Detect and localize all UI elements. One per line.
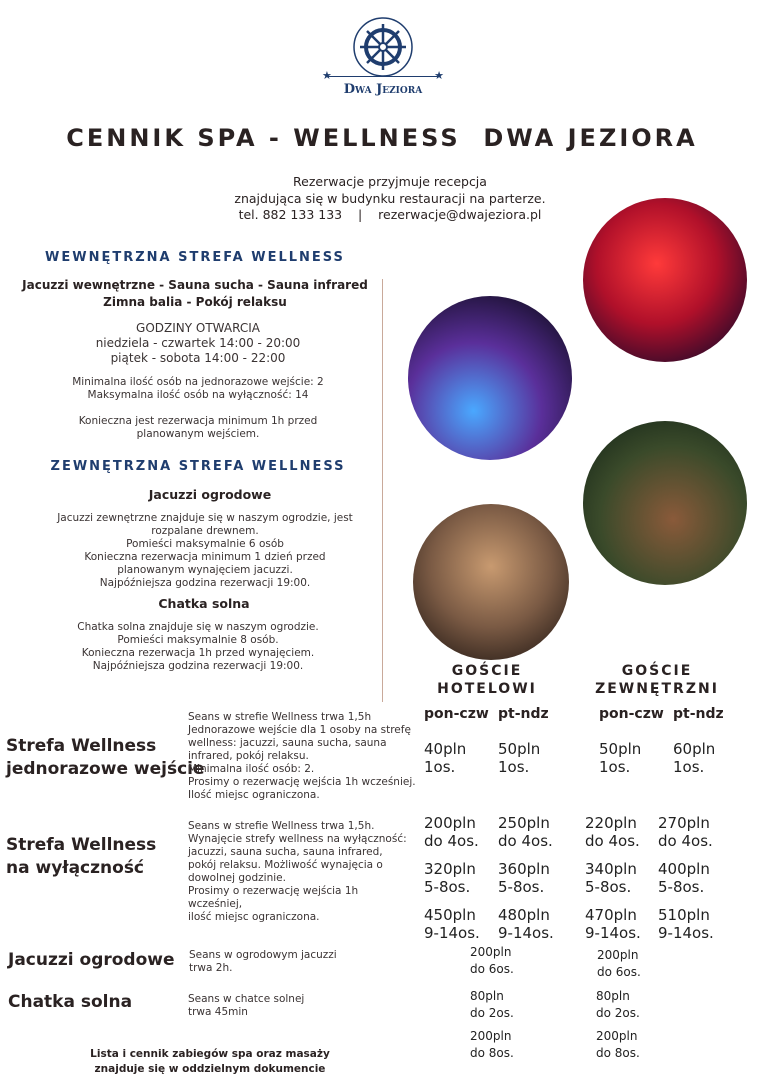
- inner-wellness-heading: WEWNĘTRZNA STREFA WELLNESS: [45, 250, 345, 265]
- price-cell: 270pln do 4os.: [658, 814, 713, 850]
- separator: |: [358, 207, 363, 222]
- price-cell: 200pln do 8os.: [470, 1029, 514, 1060]
- hours-weekdays: niedziela - czwartek 14:00 - 20:00: [95, 336, 301, 350]
- salt-hut-desc: Seans w chatce solnej trwa 45min: [188, 993, 305, 1018]
- hotel-weekend-header: pt-ndz: [498, 706, 549, 722]
- divider: [382, 279, 383, 702]
- price-cell: 40pln 1os.: [424, 740, 467, 776]
- price-cell: 480pln 9-14os.: [498, 906, 554, 942]
- garden-jacuzzi-title: Jacuzzi ogrodowe: [148, 487, 272, 502]
- salt-hut-title: Chatka solna: [158, 596, 250, 611]
- outer-wellness-heading: ZEWNĘTRZNA STREFA WELLNESS: [50, 459, 346, 474]
- external-weekday-header: pon-czw: [599, 706, 664, 722]
- inner-reservation: Konieczna jest rezerwacja minimum 1h przed planowanym wejściem.: [78, 415, 318, 440]
- reception-info: [180, 174, 600, 224]
- price-cell: 50pln 1os.: [599, 740, 642, 776]
- garden-jacuzzi-photo: [583, 421, 747, 585]
- reception-line-1: Rezerwacje przyjmuje recepcja: [293, 174, 487, 189]
- single-entry-label: Strefa Wellness jednorazowe wejście: [6, 736, 205, 779]
- garden-jacuzzi-label: Jacuzzi ogrodowe: [8, 950, 175, 970]
- price-cell: 80pln do 2os.: [470, 989, 514, 1020]
- price-cell: 450pln 9-14os.: [424, 906, 480, 942]
- garden-jacuzzi-text: Jacuzzi zewnętrzne znajduje się w naszym ogrodzie, jest rozpalane drewnem. Pomieści maksymalnie 6 osób Konieczna rezerwacja minimum 1 dzień przed planowanym wynajęciem jacuzzi. Najpóźniejsza godzina rezerwacji 19:00.: [57, 512, 353, 589]
- features-line-2: Zimna balia - Pokój relaksu: [103, 295, 287, 309]
- price-cell: 60pln 1os.: [673, 740, 716, 776]
- price-cell: 340pln 5-8os.: [585, 860, 637, 896]
- hours-weekend: piątek - sobota 14:00 - 22:00: [110, 351, 286, 365]
- email-link[interactable]: rezerwacje@dwajeziora.pl: [378, 207, 542, 222]
- price-cell: 320pln 5-8os.: [424, 860, 476, 896]
- price-cell: 510pln 9-14os.: [658, 906, 714, 942]
- hotel-weekday-header: pon-czw: [424, 706, 489, 722]
- hours-title: GODZINY OTWARCIA: [136, 321, 260, 335]
- single-entry-desc: Seans w strefie Wellness trwa 1,5h Jednorazowe wejście dla 1 osoby na strefę wellness: jacuzzi, sauna sucha, sauna infrared, pokój relaksu. Minimalna ilość osób: 2. Prosimy o rezerwację wejścia 1h wcześniej. Ilość miejsc ograniczona.: [188, 711, 416, 801]
- price-cell: 220pln do 4os.: [585, 814, 640, 850]
- features-line-1: Jacuzzi wewnętrzne - Sauna sucha - Sauna infrared: [22, 278, 368, 292]
- salt-hut-label: Chatka solna: [8, 992, 133, 1012]
- salt-hut-text: Chatka solna znajduje się w naszym ogrodzie. Pomieści maksymalnie 8 osób. Konieczna rezerwacja 1h przed wynajęciem. Najpóźniejsza godzina rezerwacji 19:00.: [77, 621, 319, 672]
- opening-hours: [0, 321, 396, 366]
- external-weekend-header: pt-ndz: [673, 706, 724, 722]
- ship-wheel-icon: [322, 16, 444, 78]
- exclusive-label: Strefa Wellness na wyłączność: [6, 835, 157, 878]
- indoor-jacuzzi-photo: [408, 296, 572, 460]
- hotel-guests-header: GOŚCIE HOTELOWI: [437, 663, 537, 697]
- sauna-photo: [583, 198, 747, 362]
- price-cell: 400pln 5-8os.: [658, 860, 710, 896]
- price-cell: 470pln 9-14os.: [585, 906, 641, 942]
- reception-line-2: znajdująca się w budynku restauracji na parterze.: [234, 190, 546, 206]
- price-cell: 50pln 1os.: [498, 740, 541, 776]
- price-cell: 360pln 5-8os.: [498, 860, 550, 896]
- garden-jacuzzi-desc: Seans w ogrodowym jacuzzi trwa 2h.: [189, 949, 337, 974]
- exclusive-desc: Seans w strefie Wellness trwa 1,5h. Wynajęcie strefy wellness na wyłączność: jacuzzi, sauna sucha, sauna infrared, pokój relaksu. Możliwość wynajęcia o dowolnej godzinie. Prosimy o rezerwację wejścia 1h wcześniej, ilość miejsc ograniczona.: [188, 820, 407, 923]
- external-guests-header: GOŚCIE ZEWNĘTRZNI: [595, 663, 719, 697]
- price-cell: 200pln do 8os.: [596, 1029, 640, 1060]
- logo: ★ ★ Dwa Jeziora: [322, 16, 444, 102]
- salt-hut-photo: [413, 504, 569, 660]
- price-cell: 200pln do 6os.: [470, 945, 514, 976]
- inner-features: [0, 277, 390, 311]
- page-title: CENNIK SPA - WELLNESS DWA JEZIORA: [66, 124, 698, 152]
- price-cell: 80pln do 2os.: [596, 989, 640, 1020]
- price-cell: 200pln do 4os.: [424, 814, 479, 850]
- phone[interactable]: tel. 882 133 133: [238, 207, 343, 222]
- price-cell: 250pln do 4os.: [498, 814, 553, 850]
- footer-note: Lista i cennik zabiegów spa oraz masaży znajduje się w oddzielnym dokumencie: [90, 1048, 330, 1075]
- logo-text: Dwa Jeziora: [343, 82, 423, 97]
- price-cell: 200pln do 6os.: [597, 948, 641, 979]
- inner-min-max: Minimalna ilość osób na jednorazowe wejście: 2 Maksymalna ilość osób na wyłączność: 14: [72, 376, 324, 401]
